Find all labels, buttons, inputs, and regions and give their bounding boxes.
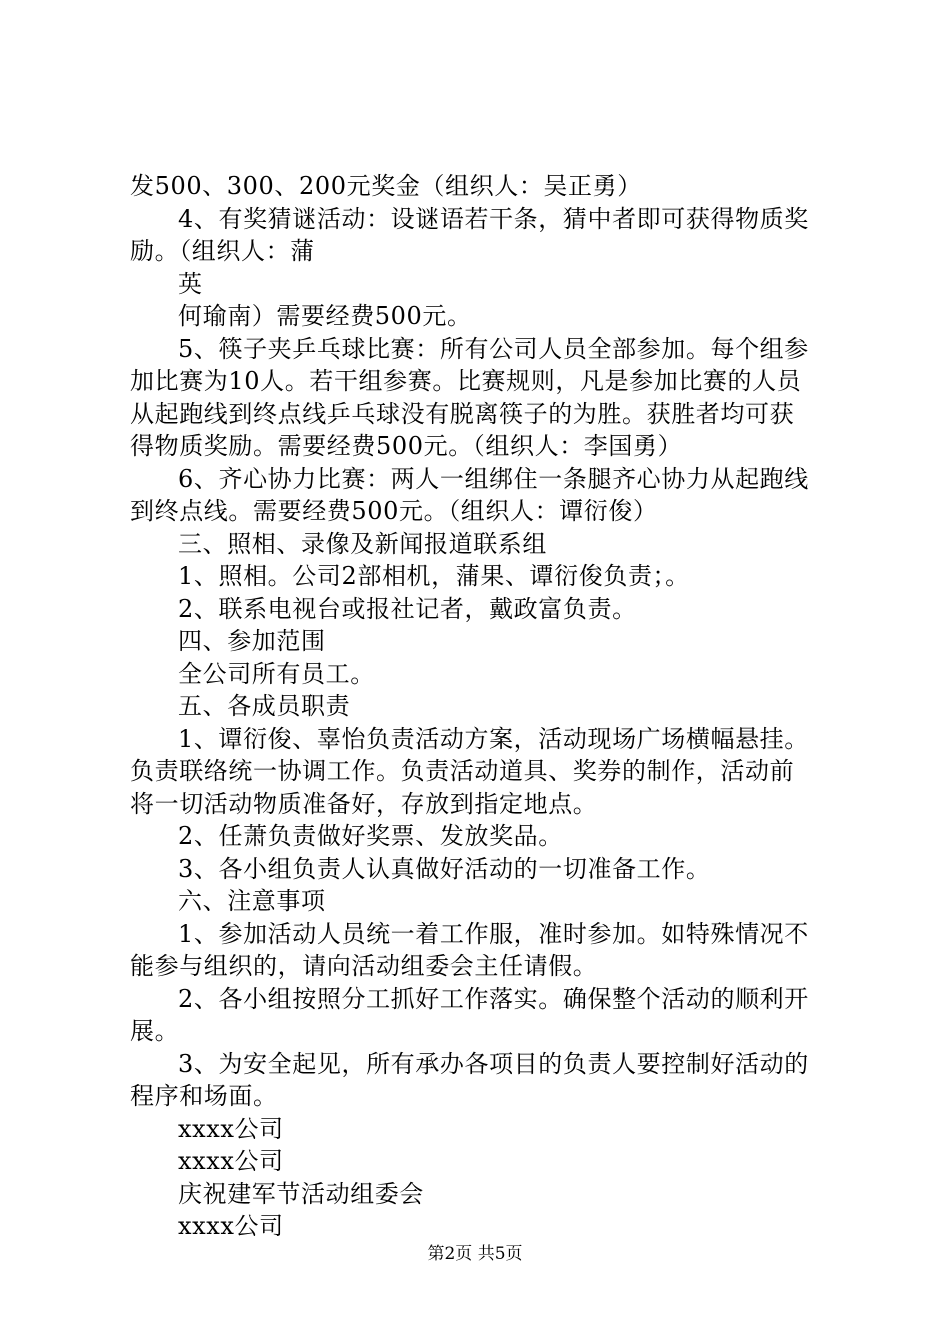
body-line: 英 bbox=[178, 269, 203, 298]
signature-line: xxxx公司 bbox=[178, 1114, 284, 1143]
body-line: 何瑜南）需要经费500元。 bbox=[178, 302, 472, 330]
body-line: 能参与组织的，请向活动组委会主任请假。 bbox=[130, 952, 598, 980]
body-line: 得物质奖励。需要经费500元。（组织人：李国勇） bbox=[130, 432, 683, 460]
body-line: 将一切活动物质准备好，存放到指定地点。 bbox=[130, 789, 598, 818]
body-line: 5、筷子夹乒乓球比赛：所有公司人员全部参加。每个组参 bbox=[178, 334, 809, 363]
body-line: 2、各小组按照分工抓好工作落实。确保整个活动的顺利开 bbox=[178, 984, 809, 1013]
signature-line: xxxx公司 bbox=[178, 1147, 284, 1175]
body-line: 2、任萧负责做好奖票、发放奖品。 bbox=[178, 822, 563, 850]
section-heading: 六、注意事项 bbox=[178, 887, 326, 915]
section-heading: 五、各成员职责 bbox=[178, 692, 351, 720]
body-line: 加比赛为10人。若干组参赛。比赛规则，凡是参加比赛的人员 bbox=[130, 367, 802, 395]
document-body bbox=[130, 170, 830, 1243]
body-line: 1、照相。公司2部相机，蒲果、谭衍俊负责；。 bbox=[178, 562, 690, 590]
body-line: 3、为安全起见，所有承办各项目的负责人要控制好活动的 bbox=[178, 1049, 809, 1078]
section-heading: 三、照相、录像及新闻报道联系组 bbox=[178, 529, 547, 558]
body-line: 2、联系电视台或报社记者，戴政富负责。 bbox=[178, 594, 637, 623]
body-line: 3、各小组负责人认真做好活动的一切准备工作。 bbox=[178, 854, 711, 883]
body-line: 从起跑线到终点线乒乓球没有脱离筷子的为胜。获胜者均可获 bbox=[130, 399, 795, 428]
body-line: 1、谭衍俊、辜怡负责活动方案，活动现场广场横幅悬挂。 bbox=[178, 724, 809, 753]
body-line: 展。 bbox=[130, 1017, 180, 1045]
body-line: 励。（组织人：蒲 bbox=[130, 237, 315, 265]
section-heading: 四、参加范围 bbox=[178, 627, 326, 655]
body-line: 负责联络统一协调工作。负责活动道具、奖券的制作，活动前 bbox=[130, 757, 795, 785]
body-line: 6、齐心协力比赛：两人一组绑住一条腿齐心协力从起跑线 bbox=[178, 464, 809, 493]
body-line: 发500、300、200元奖金（组织人：吴正勇） bbox=[130, 172, 642, 200]
body-line: 程序和场面。 bbox=[130, 1082, 278, 1110]
body-line: 全公司所有员工。 bbox=[178, 659, 375, 688]
page-number-footer: 第2页 共5页 bbox=[427, 1244, 523, 1264]
body-line: 到终点线。需要经费500元。（组织人：谭衍俊） bbox=[130, 497, 658, 525]
signature-line: 庆祝建军节活动组委会 bbox=[178, 1179, 424, 1208]
body-line: 4、有奖猜谜活动：设谜语若干条，猜中者即可获得物质奖 bbox=[178, 204, 809, 233]
body-line: 1、参加活动人员统一着工作服，准时参加。如特殊情况不 bbox=[178, 919, 809, 948]
signature-line: xxxx公司 bbox=[178, 1212, 284, 1240]
